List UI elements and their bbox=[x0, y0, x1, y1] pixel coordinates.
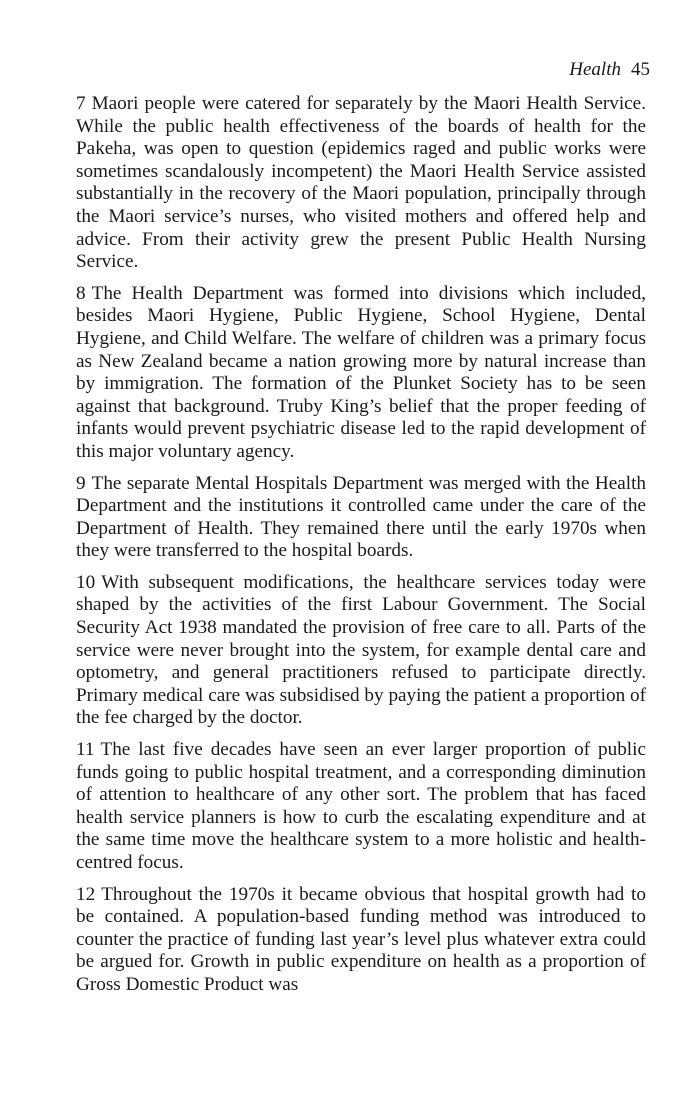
paragraph-number: 11 bbox=[76, 739, 95, 761]
paragraph-10 bbox=[76, 572, 646, 730]
body-text bbox=[76, 93, 646, 1006]
paragraph-number: 7 bbox=[76, 93, 86, 114]
paragraph-9 bbox=[76, 473, 646, 563]
paragraph-11 bbox=[76, 739, 646, 875]
paragraph-number: 12 bbox=[76, 883, 96, 905]
paragraph-12 bbox=[76, 884, 646, 997]
page-number: 45 bbox=[631, 59, 650, 80]
paragraph-text: The Health Department was formed into divisions which included, besides Maori Hygiene, Public Hygiene, School Hygiene, Dental Hygiene, and Child Welfare. The welfare of children was a primary focus as New Zealand became a nation growing more by natural increase than by immigration. The formation of the Plunket Society has to be seen against that background. Truby King’s belief that the proper feeding of infants would prevent psychiatric disease led to the rapid development of this major voluntary agency. bbox=[76, 282, 646, 462]
paragraph-text: Throughout the 1970s it became obvious that hospital growth had to be contained. A population-based funding method was introduced to counter the practice of funding last year’s level plus whatever extra could be argued for. Growth in public expenditure on health as a proportion of Gross Domestic Product was bbox=[76, 883, 646, 995]
running-head-section: Health bbox=[569, 59, 621, 80]
paragraph-number: 9 bbox=[76, 472, 86, 494]
paragraph-number: 10 bbox=[76, 571, 96, 593]
paragraph-text: The last five decades have seen an ever larger proportion of public funds going to public hospital treatment, and a corresponding diminution of attention to healthcare of any other sort. The problem that has faced health service planners is how to curb the escalating expenditure and at the same time move the healthcare system to a more holistic and health-centred focus. bbox=[76, 739, 646, 873]
paragraph-text: Maori people were catered for separately by the Maori Health Service. While the public health effectiveness of the boards of health for the Pakeha, was open to question (epidemics raged and public works were sometimes scandalously incompetent) the Maori Health Service assisted substantially in the recovery of the Maori population, principally through the Maori service’s nurses, who visited mothers and offered help and advice. From their activity grew the present Public Health Nursing Service. bbox=[76, 93, 646, 273]
paragraph-8 bbox=[76, 283, 646, 464]
paragraph-number: 8 bbox=[76, 282, 86, 304]
running-head bbox=[569, 58, 650, 82]
paragraph-text: The separate Mental Hospitals Department was merged with the Health Department and the institutions it controlled came under the care of the Department of Health. They remained there until the early 1970s when they were transferred to the hospital boards. bbox=[76, 472, 646, 562]
paragraph-7 bbox=[76, 93, 646, 274]
paragraph-text: With subsequent modifications, the healthcare services today were shaped by the activities of the first Labour Government. The Social Security Act 1938 mandated the provision of free care to all. Parts of the service were never brought into the system, for example dental care and optometry, and general practitioners refused to participate directly. Primary medical care was subsidised by paying the patient a proportion of the fee charged by the doctor. bbox=[76, 571, 646, 729]
